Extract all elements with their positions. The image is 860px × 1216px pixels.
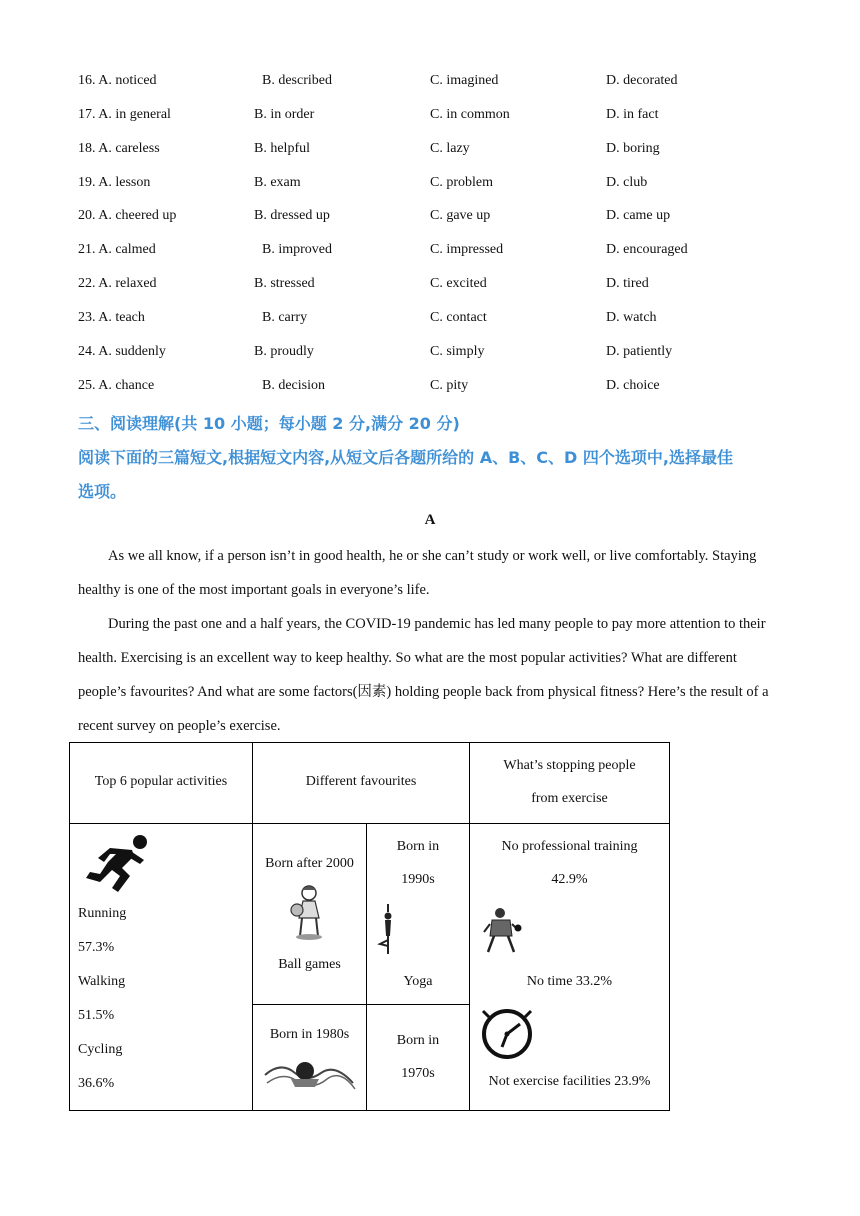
fav-1980-cell: Born in 1980s <box>253 1005 367 1111</box>
option-b: B. stressed <box>254 276 315 291</box>
dancer-icon <box>261 1057 357 1093</box>
fav-1970-cell: Born in 1970s <box>367 1005 470 1111</box>
option-row <box>78 208 798 230</box>
section-instruction-cont: 选项。 <box>78 482 127 501</box>
option-c: C. excited <box>430 276 487 291</box>
option-row <box>78 175 798 197</box>
option-a: 22. A. relaxed <box>78 276 157 291</box>
option-a: 20. A. cheered up <box>78 208 177 223</box>
option-c: C. pity <box>430 378 469 393</box>
option-d: D. watch <box>606 310 657 325</box>
option-row <box>78 141 798 163</box>
option-d: D. choice <box>606 378 660 393</box>
option-d: D. boring <box>606 141 660 156</box>
option-a: 18. A. careless <box>78 141 160 156</box>
option-a: 16. A. noticed <box>78 73 157 88</box>
header-activities: Top 6 popular activities <box>70 743 253 824</box>
option-d: D. decorated <box>606 73 678 88</box>
option-d: D. tired <box>606 276 649 291</box>
option-a: 24. A. suddenly <box>78 344 166 359</box>
option-a: 25. A. chance <box>78 378 155 393</box>
header-favourites: Different favourites <box>253 743 470 824</box>
section-instruction: 阅读下面的三篇短文,根据短文内容,从短文后各题所给的 A、B、C、D 四个选项中,选择最佳 <box>78 448 733 467</box>
option-b: B. improved <box>262 242 332 257</box>
reasons-cell: No professional training 42.9% No time 33.2% Not exercise facilities 23.9% <box>470 824 670 1111</box>
option-b: B. decision <box>262 378 325 393</box>
option-b: B. carry <box>262 310 308 325</box>
option-c: C. problem <box>430 175 493 190</box>
fav-1990-cell: Born in 1990s Yoga <box>367 824 470 1005</box>
header-stopping: What’s stopping people from exercise <box>470 743 670 824</box>
option-a: 17. A. in general <box>78 107 171 122</box>
section-heading: 三、阅读理解(共 10 小题；每小题 2 分,满分 20 分) <box>78 414 460 433</box>
paragraph-1: As we all know, if a person isn’t in good health, he or she can’t study or work well, or live comfortably. Staying healthy is one of the most important goals in everyone’s life. <box>78 548 757 598</box>
passage-label: A <box>424 512 436 528</box>
paragraph-2: During the past one and a half years, the COVID-19 pandemic has led many people to pay more attention to their health. Exercising is an excellent way to keep healthy. So what are the most popular activities? What are different people’s favourites? And what are some factors(因素) holding people back from physical fitness? Here’s the result of a recent survey on people’s exercise. <box>78 616 769 734</box>
option-d: D. patiently <box>606 344 673 359</box>
option-row <box>78 378 798 400</box>
option-row <box>78 310 798 332</box>
option-c: C. simply <box>430 344 485 359</box>
clock-icon <box>480 1007 534 1061</box>
trainer-icon <box>482 906 522 956</box>
yoga-icon <box>377 904 399 956</box>
option-b: B. dressed up <box>254 208 330 223</box>
option-c: C. lazy <box>430 141 470 156</box>
option-b: B. exam <box>254 175 301 190</box>
option-b: B. proudly <box>254 344 314 359</box>
option-d: D. club <box>606 175 648 190</box>
option-b: B. in order <box>254 107 315 122</box>
option-row <box>78 276 798 298</box>
option-d: D. came up <box>606 208 671 223</box>
survey-table <box>69 742 670 1111</box>
ball-player-icon <box>289 884 329 942</box>
option-row <box>78 73 798 95</box>
fav-2000-cell: Born after 2000 Ball games <box>253 824 367 1005</box>
option-c: C. gave up <box>430 208 491 223</box>
option-a: 21. A. calmed <box>78 242 156 257</box>
option-d: D. encouraged <box>606 242 688 257</box>
option-b: B. helpful <box>254 141 310 156</box>
running-icon <box>82 832 152 894</box>
option-c: C. in common <box>430 107 510 122</box>
option-row <box>78 344 798 366</box>
option-d: D. in fact <box>606 107 659 122</box>
option-a: 19. A. lesson <box>78 175 151 190</box>
option-a: 23. A. teach <box>78 310 145 325</box>
option-c: C. impressed <box>430 242 504 257</box>
option-c: C. imagined <box>430 73 499 88</box>
activities-cell: Running 57.3% Walking 51.5% Cycling 36.6% <box>70 824 253 1111</box>
option-row <box>78 107 798 129</box>
option-row <box>78 242 798 264</box>
option-c: C. contact <box>430 310 487 325</box>
option-b: B. described <box>262 73 332 88</box>
